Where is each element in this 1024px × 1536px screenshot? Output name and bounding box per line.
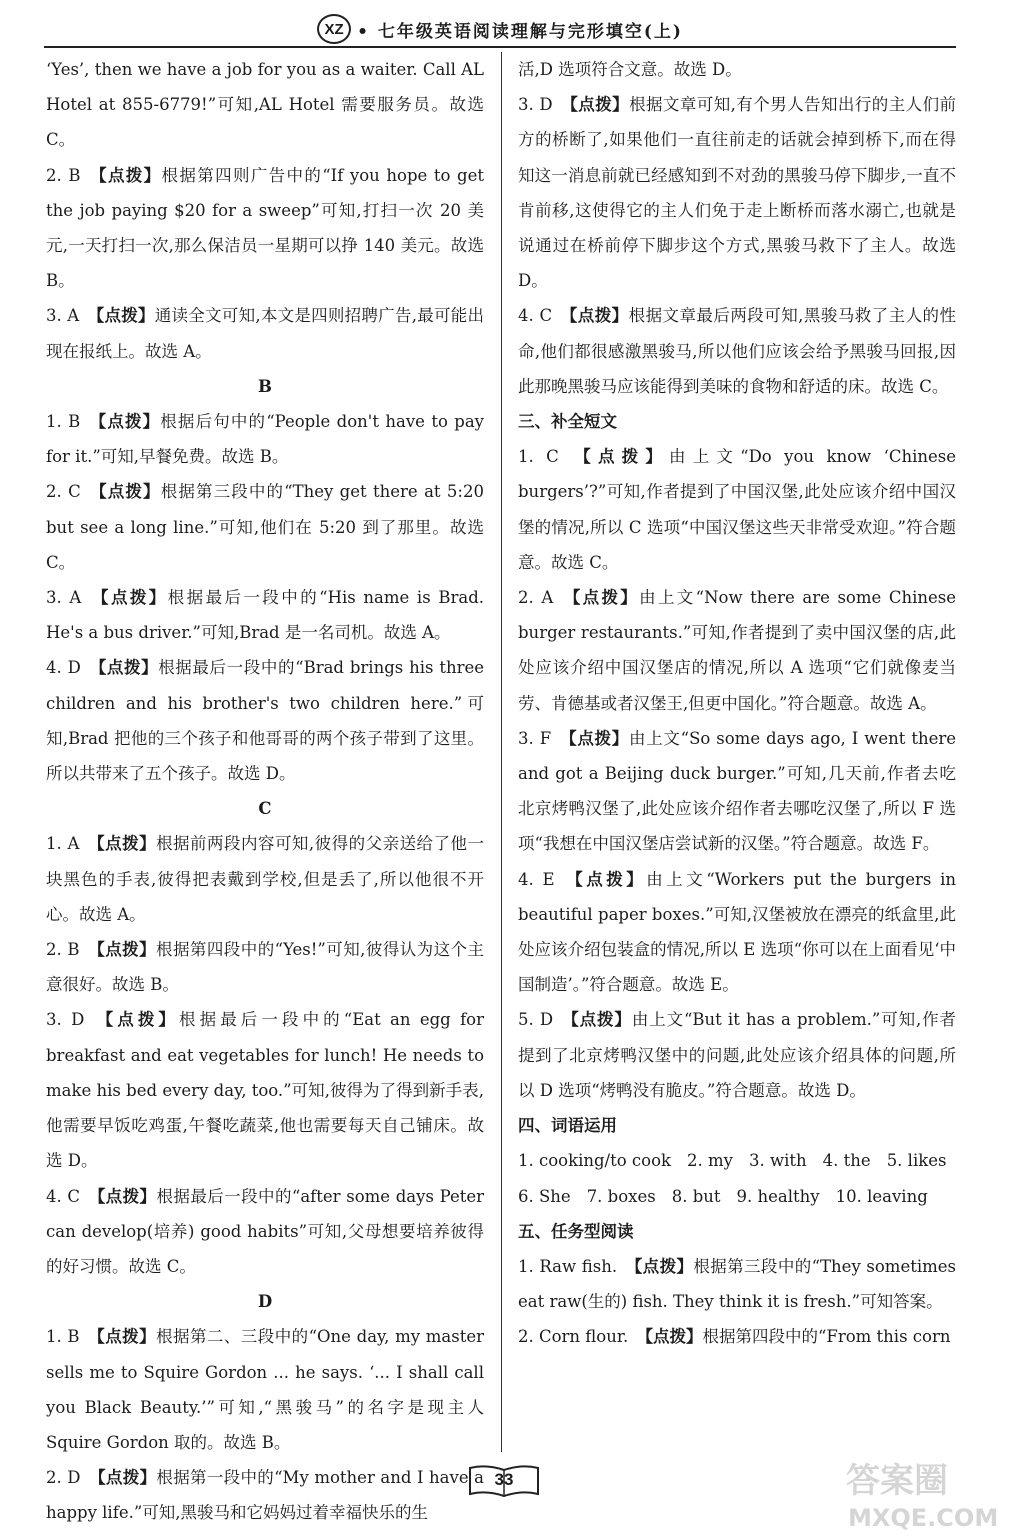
answer-item	[46, 580, 484, 650]
answer-number: 4. D	[46, 658, 81, 678]
answer-number: 1. C	[518, 447, 559, 467]
hint-label: 【点拨】	[625, 1256, 694, 1276]
hint-label: 【点拨】	[89, 482, 161, 502]
hint-label: 【点拨】	[87, 940, 157, 960]
answer-number: 5. D	[518, 1010, 554, 1030]
answer-item	[46, 298, 484, 368]
series-logo: XZ	[317, 14, 351, 44]
answer-item	[46, 404, 484, 474]
word-answer: 9. healthy	[736, 1186, 820, 1206]
answer-item	[518, 862, 956, 1003]
section-heading: 四、词语运用	[518, 1116, 617, 1136]
hint-label: 【点拨】	[562, 869, 647, 889]
word-answer: 7. boxes	[586, 1186, 656, 1206]
hint-label: 【点拨】	[89, 658, 159, 678]
answer-explanation: 根据第三段中的“They sometimes eat raw(生的) fish. They think it is fresh.”可知答案。	[518, 1256, 957, 1312]
word-answers	[518, 1143, 956, 1213]
hint-label: 【点拨】	[88, 1186, 157, 1206]
section-letter: D	[257, 1292, 273, 1312]
hint-label: 【点拨】	[87, 306, 155, 326]
hint-label: 【点拨】	[561, 1010, 632, 1030]
answer-explanation: 根据第一段中的“My mother and I have a happy life.”可知,黑骏马和它妈妈过着幸福快乐的生	[46, 1468, 485, 1523]
answer-explanation: 由上文“Workers put the burgers in beautiful paper boxes.”可知,汉堡被放在漂亮的纸盒里,此处应该介绍包装盒的情况,所以 E 选项“你可以在上面看见‘中国制造’。”符合题意。故选 E。	[518, 869, 956, 995]
hint-label: 【点拨】	[560, 95, 630, 115]
hint-label: 【点拨】	[89, 588, 168, 608]
left-column	[46, 52, 484, 1531]
answer-number: 4. C	[518, 306, 553, 326]
answer-number: 3. F	[518, 728, 552, 748]
answer-explanation: 根据第四则广告中的“If you hope to get the job paying $20 for a sweep”可知,打扫一次 20 美元,一天打扫一次,那么保洁员一星期可以挣 140 美元。故选 B。	[46, 165, 485, 291]
hint-label: 【点拨】	[88, 1468, 157, 1488]
word-answer: 3. with	[749, 1151, 807, 1171]
answer-item	[518, 1319, 956, 1354]
answer-item	[518, 721, 956, 862]
column-divider	[501, 52, 502, 1452]
answer-item	[518, 439, 956, 580]
word-answer: 5. likes	[886, 1151, 947, 1171]
answer-explanation: 根据文章可知,有个男人告知出行的主人们前方的桥断了,如果他们一直往前走的话就会掉到桥下,而在得知这一消息前就已经感知到不对劲的黑骏马停下脚步,一直不肯前移,这使得它的主人们免于走上断桥而落水溺亡,也就是说通过在桥前停下脚步这个方式,黑骏马救下了主人。故选 D。	[518, 95, 957, 291]
answer-item	[518, 298, 956, 404]
word-answer: 10. leaving	[835, 1186, 928, 1206]
answer-explanation: 根据第三段中的“They get there at 5:20 but see a long line.”可知,他们在 5:20 到了那里。故选 C。	[46, 482, 484, 572]
answer-number: 4. C	[46, 1186, 81, 1206]
answer-item	[46, 1179, 484, 1285]
hint-label: 【点拨】	[92, 1010, 180, 1030]
answer-number: 1. A	[46, 834, 80, 854]
answer-explanation: 由上文“Now there are some Chinese burger restaurants.”可知,作者提到了卖中国汉堡的店,此处应该介绍中国汉堡店的情况,所以 A 选项“它们就像麦当劳、肯德基或者汉堡王,但更中国化。”符合题意。故选 A。	[518, 588, 956, 713]
answer-number: 2. A	[518, 588, 554, 608]
hint-label: 【点拨】	[561, 588, 640, 608]
hint-label: 【点拨】	[88, 165, 162, 185]
hint-label: 【点拨】	[636, 1327, 703, 1347]
answer-number: 3. D	[518, 95, 553, 115]
hint-label: 【点拨】	[567, 447, 670, 467]
page-header	[44, 12, 956, 48]
answer-continuation: ‘Yes’, then we have a job for you as a waiter. Call AL Hotel at 855-6779!”可知,AL Hotel 需要服务员。故选 C。	[46, 60, 484, 150]
answer-explanation: 根据后句中的“People don't have to pay for it.”可知,早餐免费。故选 B。	[46, 412, 484, 467]
word-answer: 2. my	[687, 1151, 734, 1171]
word-answer: 6. She	[518, 1186, 571, 1206]
answer-number: 1. Raw fish.	[518, 1256, 618, 1276]
svg-text:MXQE.COM: MXQE.COM	[848, 1504, 999, 1532]
hint-label: 【点拨】	[87, 834, 157, 854]
answer-item	[46, 1002, 484, 1178]
answer-continuation: 活,D 选项符合文意。故选 D。	[518, 60, 742, 79]
answer-number: 3. A	[46, 306, 80, 326]
answer-number: 3. A	[46, 588, 82, 608]
hint-label: 【点拨】	[87, 1327, 157, 1347]
answer-item	[46, 158, 484, 299]
answer-explanation: 通读全文可知,本文是四则招聘广告,最可能出现在报纸上。故选 A。	[46, 306, 485, 361]
section-heading: 五、任务型阅读	[518, 1221, 634, 1241]
answer-explanation: 由上文“So some days ago, I went there and got a Beijing duck burger.”可知,几天前,作者去吃北京烤鸭汉堡了,此处应该介绍作者去哪吃汉堡了,所以 F 选项“我想在中国汉堡店尝试新的汉堡。”符合题意。故选 F。	[518, 728, 957, 854]
answer-item	[46, 1460, 484, 1530]
right-column	[518, 52, 956, 1355]
answer-number: 2. B	[46, 165, 81, 185]
answer-item	[46, 474, 484, 580]
answer-item	[46, 932, 484, 1002]
answer-explanation: 根据前两段内容可知,彼得的父亲送给了他一块黑色的手表,彼得把表戴到学校,但是丢了,所以他很不开心。故选 A。	[46, 834, 484, 924]
answer-explanation: 根据文章最后两段可知,黑骏马救了主人的性命,他们都很感激黑骏马,所以他们应该会给予黑骏马回报,因此那晚黑骏马应该能得到美味的食物和舒适的床。故选 C。	[518, 306, 956, 396]
answer-explanation: 根据最后一段中的“Brad brings his three children and his brother's two children here.”可知,Brad 把他的三个孩子和他哥哥的两个孩子带到了这里。所以共带来了五个孩子。故选 D。	[46, 658, 485, 784]
answer-number: 2. C	[46, 482, 81, 502]
word-answer: 1. cooking/to cook	[518, 1151, 672, 1171]
answer-item	[46, 1319, 484, 1460]
answer-item	[518, 87, 956, 298]
answer-explanation: 由上文“Do you know ‘Chinese burgers’?”可知,作者提到了中国汉堡,此处应该介绍中国汉堡的情况,所以 C 选项“中国汉堡这些天非常受欢迎。”符合题意。故选 C。	[518, 447, 957, 572]
answer-number: 2. Corn flour.	[518, 1327, 629, 1347]
section-heading: 三、补全短文	[518, 412, 617, 432]
word-answer: 8. but	[671, 1186, 721, 1206]
answer-item	[518, 1002, 956, 1108]
answer-explanation: 由上文“But it has a problem.”可知,作者提到了北京烤鸭汉堡中的问题,此处应该介绍具体的问题,所以 D 选项“烤鸭没有脆皮。”符合题意。故选 D。	[518, 1010, 957, 1100]
answer-explanation: 根据第四段中的“From this corn	[702, 1327, 951, 1347]
answer-number: 1. B	[46, 412, 81, 432]
answer-explanation: 根据第二、三段中的“One day, my master sells me to Squire Gordon ... he says. ‘... I shall call you Black Beauty.’”可知,“黑骏马”的名字是现主人 Squire Gordon 取的。故选 B。	[46, 1327, 484, 1452]
answer-item	[46, 826, 484, 932]
answer-number: 2. D	[46, 1468, 81, 1488]
answer-explanation: 根据最后一段中的“Eat an egg for breakfast and eat vegetables for lunch! He needs to make his bed every day, too.”可知,彼得为了得到新手表,他需要早饭吃鸡蛋,午餐吃蔬菜,他也需要每天自己铺床。故选 D。	[46, 1010, 485, 1171]
hint-label: 【点拨】	[88, 412, 161, 432]
section-letter: B	[258, 376, 272, 396]
answer-explanation: 根据第四段中的“Yes!”可知,彼得认为这个主意很好。故选 B。	[46, 940, 484, 995]
answer-explanation: 根据最后一段中的“after some days Peter can develop(培养) good habits”可知,父母想要培养彼得的好习惯。故选 C。	[46, 1186, 484, 1276]
page-number	[466, 1462, 542, 1498]
answer-item	[46, 650, 484, 791]
page-number-text: 33	[494, 1470, 514, 1489]
watermark-logo	[842, 1454, 1018, 1534]
answer-number: 2. B	[46, 940, 80, 960]
answer-number: 4. E	[518, 869, 555, 889]
answer-item	[518, 580, 956, 721]
svg-text:答案圈: 答案圈	[846, 1461, 948, 1501]
hint-label: 【点拨】	[560, 306, 629, 326]
answer-explanation: 根据最后一段中的“His name is Brad. He's a bus driver.”可知,Brad 是一名司机。故选 A。	[46, 588, 485, 643]
section-letter: C	[258, 799, 272, 819]
answer-number: 3. D	[46, 1010, 85, 1030]
book-title: • 七年级英语阅读理解与完形填空(上)	[357, 21, 683, 42]
answer-number: 1. B	[46, 1327, 80, 1347]
answer-item	[518, 1249, 956, 1319]
hint-label: 【点拨】	[559, 728, 629, 748]
word-answer: 4. the	[822, 1151, 871, 1171]
